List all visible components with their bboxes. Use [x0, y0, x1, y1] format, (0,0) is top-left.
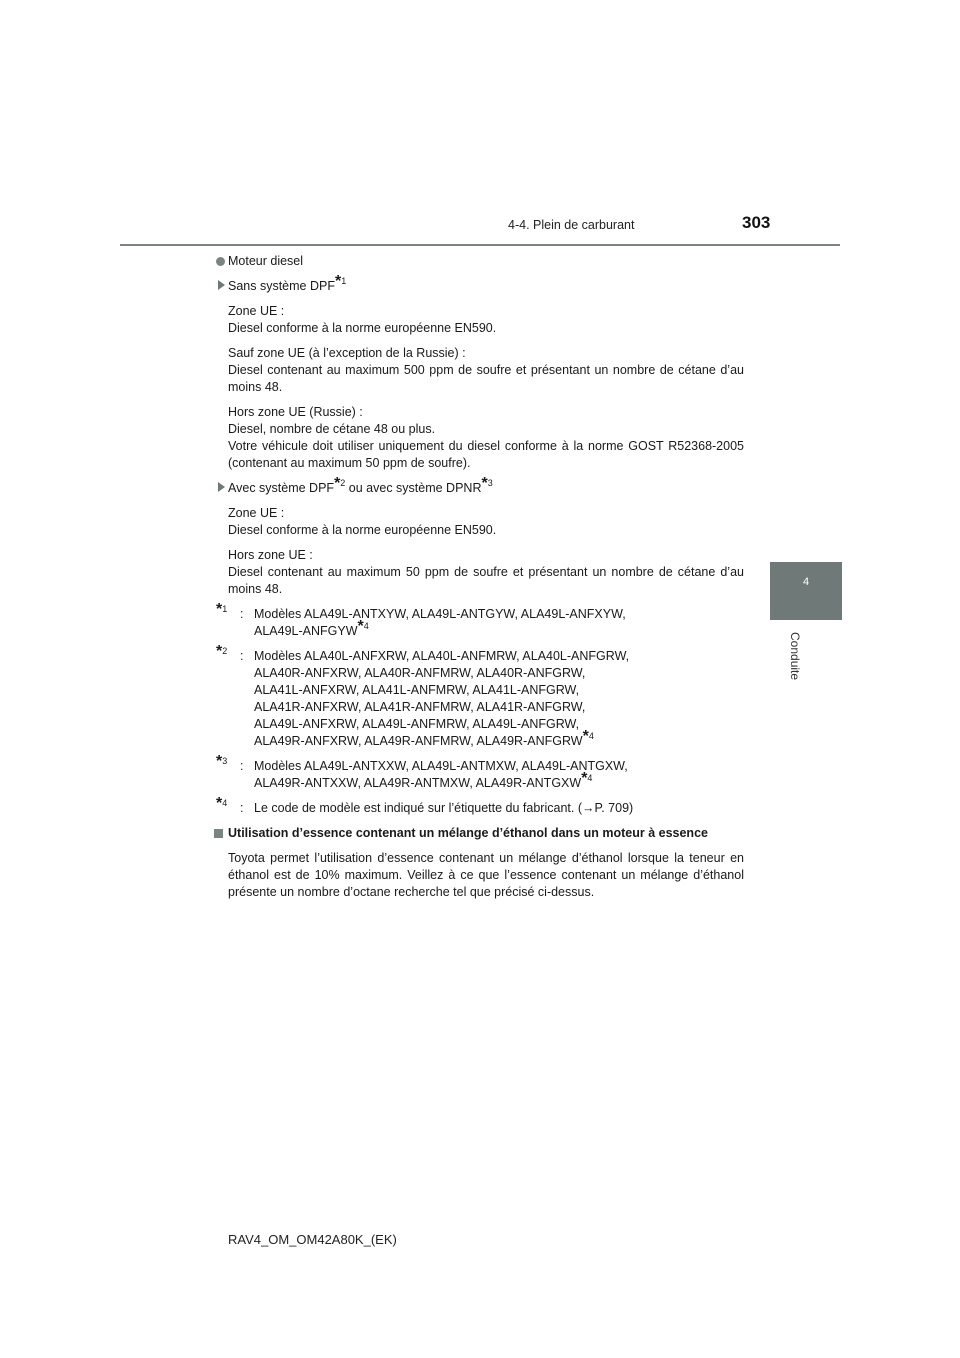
header-divider: [120, 244, 840, 246]
footnote-colon: :: [240, 607, 244, 621]
footnote-number: 4: [222, 798, 228, 808]
footnote-marker: [216, 643, 228, 665]
diesel-heading: [228, 253, 744, 270]
block-title: Zone UE :: [228, 506, 285, 520]
eu-zone-block-2: [228, 505, 744, 539]
triangle-arrow-icon: [218, 280, 225, 290]
block-title: Zone UE :: [228, 304, 285, 318]
footnote-marker: [216, 753, 228, 775]
footnote-ref: 4: [363, 621, 369, 631]
footnote-ref: 2: [340, 478, 346, 488]
footnote-2: [216, 643, 744, 750]
footer-document-code: RAV4_OM_OM42A80K_(EK): [228, 1232, 397, 1247]
except-eu-block: [228, 345, 744, 396]
footnote-4: [216, 795, 744, 817]
asterisk-icon: *: [582, 728, 589, 745]
footnote-marker: [216, 795, 228, 817]
page-number: 303: [742, 213, 771, 232]
footnote-text: ALA49R-ANTXXW, ALA49R-ANTMXW, ALA49R-ANTGXW: [254, 776, 582, 790]
asterisk-icon: *: [581, 770, 588, 787]
with-dpf-subheading: [228, 475, 744, 497]
block-text: Diesel conforme à la norme européenne EN590.: [228, 523, 497, 537]
triangle-arrow-icon: [218, 482, 225, 492]
russia-block: [228, 404, 744, 472]
footnote-text: Le code de modèle est indiqué sur l’étiquette du fabricant. (: [254, 801, 582, 815]
footnote-colon: :: [240, 649, 244, 663]
arrow-right-icon: →: [582, 801, 595, 815]
footnote-line: ALA40R-ANFXRW, ALA40R-ANFMRW, ALA40R-ANFGRW,: [254, 666, 586, 680]
with-dpf-label: Avec système DPF: [228, 481, 335, 495]
header-section-title: 4-4. Plein de carburant: [508, 218, 635, 232]
outside-eu-block: [228, 547, 744, 598]
footnote-text: ALA49L-ANFGYW: [254, 624, 358, 638]
footnote-colon: :: [240, 759, 244, 773]
ethanol-text: Toyota permet l’utilisation d’essence contenant un mélange d’éthanol lorsque la teneur en éthanol est de 10% maximum. Veillez à ce que l’essence contenant un mélange d’éthanol présente un nombre d’octane recherche tel que précisé ci-dessus.: [228, 851, 744, 899]
footnote-text: ALA49R-ANFXRW, ALA49R-ANFMRW, ALA49R-ANFGRW: [254, 734, 583, 748]
block-text: Diesel, nombre de cétane 48 ou plus.: [228, 422, 436, 436]
footnote-marker: [216, 601, 228, 623]
block-text: Diesel contenant au maximum 500 ppm de soufre et présentant un nombre de cétane d’au moins 48.: [228, 363, 744, 394]
footnote-line: [254, 728, 744, 750]
footnote-line: Modèles ALA49L-ANTXXW, ALA49L-ANTMXW, ALA49L-ANTGXW,: [254, 759, 628, 773]
block-text: Diesel contenant au maximum 50 ppm de soufre et présentant un nombre de cétane d’au moins 48.: [228, 565, 744, 596]
asterisk-icon: *: [216, 753, 223, 770]
asterisk-icon: *: [216, 601, 223, 618]
main-content: [216, 253, 744, 901]
block-title: Hors zone UE (Russie) :: [228, 405, 363, 419]
footnote-line: [254, 800, 744, 817]
footnote-line: [254, 618, 744, 640]
no-dpf-subheading: [228, 273, 744, 295]
block-text: Votre véhicule doit utiliser uniquement du diesel conforme à la norme GOST R52368-2005 (contenant au maximum 50 ppm de soufre).: [228, 439, 744, 470]
footnote-line: ALA41R-ANFXRW, ALA41R-ANFMRW, ALA41R-ANFGRW,: [254, 700, 586, 714]
footnote-ref: 1: [341, 276, 347, 286]
block-text: Diesel conforme à la norme européenne EN590.: [228, 321, 497, 335]
block-title: Hors zone UE :: [228, 548, 313, 562]
footnote-number: 2: [222, 646, 228, 656]
dpnr-label: ou avec système DPNR: [345, 481, 482, 495]
footnote-3: [216, 753, 744, 792]
footnote-line: [254, 770, 744, 792]
ethanol-heading: [228, 825, 744, 842]
footnote-ref: 4: [588, 731, 594, 741]
footnote-1: [216, 601, 744, 640]
footnote-line: Modèles ALA40L-ANFXRW, ALA40L-ANFMRW, ALA40L-ANFGRW,: [254, 649, 630, 663]
footnote-line: Modèles ALA49L-ANTXYW, ALA49L-ANTGYW, ALA49L-ANFXYW,: [254, 607, 626, 621]
asterisk-icon: *: [334, 273, 342, 290]
no-dpf-label: Sans système DPF: [228, 279, 335, 293]
chapter-label: [788, 632, 828, 692]
square-bullet-icon: [214, 829, 223, 838]
chapter-label-text: Conduite: [788, 632, 802, 681]
footnote-line: ALA49L-ANFXRW, ALA49L-ANFMRW, ALA49L-ANFGRW,: [254, 717, 580, 731]
asterisk-icon: *: [357, 618, 364, 635]
asterisk-icon: *: [216, 643, 223, 660]
chapter-tab: [770, 562, 842, 620]
footnote-line: ALA41L-ANFXRW, ALA41L-ANFMRW, ALA41L-ANFGRW,: [254, 683, 580, 697]
diesel-heading-text: Moteur diesel: [228, 254, 304, 268]
ethanol-heading-text: Utilisation d’essence contenant un mélange d’éthanol dans un moteur à essence: [228, 826, 708, 840]
page-reference-link[interactable]: P. 709): [594, 801, 634, 815]
footnote-ref: 4: [587, 773, 593, 783]
eu-zone-block-1: [228, 303, 744, 337]
footnote-ref: 3: [487, 478, 493, 488]
footnote-number: 3: [222, 756, 228, 766]
block-title: Sauf zone UE (à l’exception de la Russie) :: [228, 346, 466, 360]
footnote-number: 1: [222, 604, 228, 614]
asterisk-icon: *: [334, 475, 341, 492]
chapter-tab-number: 4: [802, 576, 810, 588]
asterisk-icon: *: [216, 795, 223, 812]
bullet-dot-icon: [216, 257, 225, 266]
asterisk-icon: *: [481, 475, 488, 492]
footnote-colon: :: [240, 801, 244, 815]
